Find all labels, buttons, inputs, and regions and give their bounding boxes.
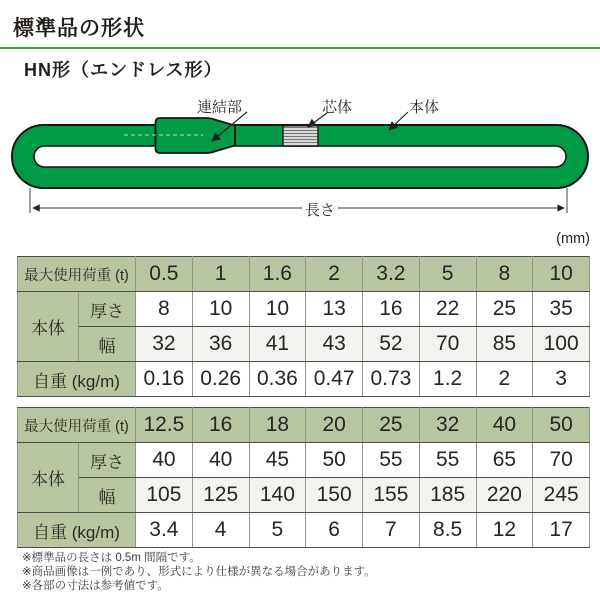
value-cell: 65: [476, 443, 533, 478]
value-cell: 12: [476, 513, 533, 548]
label-body: 本体: [409, 99, 440, 116]
value-cell: 0.47: [306, 362, 363, 397]
weight-label-cell: 自重 (kg/m): [18, 513, 136, 548]
value-cell: 13: [306, 292, 363, 327]
value-cell: 8: [476, 257, 533, 292]
value-cell: 35: [533, 292, 590, 327]
value-cell: 41: [249, 327, 306, 362]
spec-table-small: [17, 256, 590, 397]
value-cell: 36: [192, 327, 249, 362]
value-cell: 150: [306, 478, 363, 513]
value-cell: 70: [419, 327, 476, 362]
value-cell: 245: [533, 478, 590, 513]
sling-diagram: [0, 93, 600, 228]
value-cell: 155: [363, 478, 420, 513]
value-cell: 5: [419, 257, 476, 292]
value-cell: 105: [136, 478, 193, 513]
table-row: [18, 362, 590, 397]
value-cell: 185: [419, 478, 476, 513]
value-cell: 55: [363, 443, 420, 478]
footnotes: [22, 551, 376, 593]
unit-note: (mm): [556, 231, 590, 247]
value-cell: 50: [306, 443, 363, 478]
value-cell: 12.5: [136, 408, 193, 443]
table-row: [18, 257, 590, 292]
thickness-label-cell: 厚さ: [79, 292, 136, 327]
value-cell: 25: [363, 408, 420, 443]
body-label-cell: 本体: [18, 443, 79, 513]
weight-label-cell: 自重 (kg/m): [18, 362, 136, 397]
value-cell: 0.16: [136, 362, 193, 397]
value-cell: 8: [136, 292, 193, 327]
value-cell: 4: [192, 513, 249, 548]
footnote: ※標準品の長さは 0.5m 間隔です。: [22, 552, 201, 564]
value-cell: 5: [249, 513, 306, 548]
width-label-cell: 幅: [79, 478, 136, 513]
value-cell: 1: [192, 257, 249, 292]
value-cell: 0.73: [363, 362, 420, 397]
page-title: 標準品の形状: [13, 17, 145, 40]
value-cell: 55: [419, 443, 476, 478]
value-cell: 85: [476, 327, 533, 362]
value-cell: 40: [476, 408, 533, 443]
value-cell: 1.2: [419, 362, 476, 397]
body-label-cell: 本体: [18, 292, 79, 362]
value-cell: 32: [419, 408, 476, 443]
value-cell: 3.2: [363, 257, 420, 292]
value-cell: 43: [306, 327, 363, 362]
label-connector: 連結部: [197, 99, 243, 116]
table-row: [18, 513, 590, 548]
value-cell: 140: [249, 478, 306, 513]
value-cell: 8.5: [419, 513, 476, 548]
value-cell: 0.26: [192, 362, 249, 397]
table-row: [18, 292, 590, 327]
label-core: 芯体: [322, 99, 353, 116]
value-cell: 1.6: [249, 257, 306, 292]
value-cell: 18: [249, 408, 306, 443]
value-cell: 3.4: [136, 513, 193, 548]
table-row: [18, 478, 590, 513]
value-cell: 50: [533, 408, 590, 443]
value-cell: 2: [476, 362, 533, 397]
value-cell: 40: [136, 443, 193, 478]
load-header-cell: 最大使用荷重 (t): [18, 257, 136, 292]
footnote: ※各部の寸法は参考値です。: [22, 580, 169, 592]
value-cell: 45: [249, 443, 306, 478]
sling-core-hatch: [283, 126, 318, 146]
spec-table-large: [17, 407, 590, 548]
value-cell: 17: [533, 513, 590, 548]
value-cell: 10: [249, 292, 306, 327]
value-cell: 220: [476, 478, 533, 513]
value-cell: 6: [306, 513, 363, 548]
load-header-cell: 最大使用荷重 (t): [18, 408, 136, 443]
value-cell: 7: [363, 513, 420, 548]
footnote: ※商品画像は一例であり、形式により仕様が異なる場合があります。: [22, 566, 376, 578]
table-row: [18, 327, 590, 362]
label-length: 長さ: [302, 199, 338, 220]
value-cell: 0.36: [249, 362, 306, 397]
value-cell: 70: [533, 443, 590, 478]
value-cell: 0.5: [136, 257, 193, 292]
value-cell: 2: [306, 257, 363, 292]
value-cell: 40: [192, 443, 249, 478]
title-underline: [0, 47, 600, 49]
value-cell: 52: [363, 327, 420, 362]
value-cell: 20: [306, 408, 363, 443]
value-cell: 10: [192, 292, 249, 327]
value-cell: 16: [192, 408, 249, 443]
value-cell: 100: [533, 327, 590, 362]
sling-hole: [34, 146, 566, 167]
value-cell: 3: [533, 362, 590, 397]
value-cell: 25: [476, 292, 533, 327]
value-cell: 16: [363, 292, 420, 327]
thickness-label-cell: 厚さ: [79, 443, 136, 478]
width-label-cell: 幅: [79, 327, 136, 362]
value-cell: 22: [419, 292, 476, 327]
value-cell: 32: [136, 327, 193, 362]
section-subtitle: HN形（エンドレス形）: [24, 60, 223, 80]
table-row: [18, 408, 590, 443]
value-cell: 10: [533, 257, 590, 292]
value-cell: 125: [192, 478, 249, 513]
table-row: [18, 443, 590, 478]
